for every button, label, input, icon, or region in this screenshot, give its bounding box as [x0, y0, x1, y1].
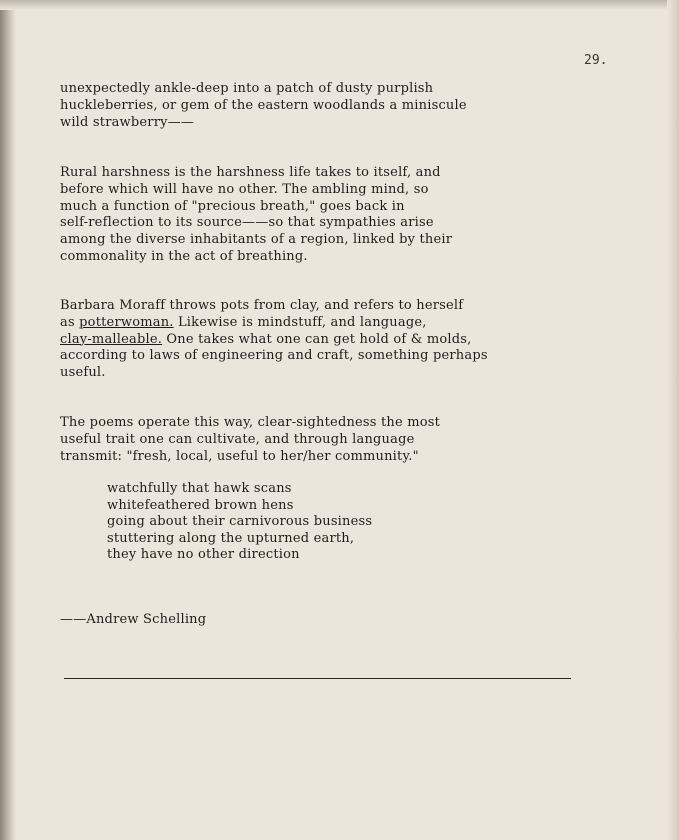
poem-line: whitefeathered brown hens — [107, 497, 294, 513]
text-line: commonality in the act of breathing. — [60, 248, 308, 264]
text-line — [60, 332, 600, 349]
text-line: transmit: "fresh, local, useful to her/her community." — [60, 448, 419, 464]
text-segment: as — [60, 314, 80, 330]
text-line: before which will have no other. The ambling mind, so — [60, 181, 429, 197]
text-line: useful trait one can cultivate, and through language — [60, 431, 415, 447]
poem-excerpt — [107, 481, 372, 564]
poem-line: stuttering along the upturned earth, — [107, 530, 355, 546]
text-line: much a function of "precious breath," goes back in — [60, 198, 405, 214]
horizontal-rule — [64, 678, 571, 679]
paragraph-3 — [60, 298, 600, 382]
paragraph-2 — [60, 165, 600, 266]
text-line: self-reflection to its source——so that sympathies arise — [60, 215, 434, 231]
paragraph-4 — [60, 415, 600, 465]
text-line: according to laws of engineering and craft, something perhaps — [60, 348, 488, 364]
text-segment: Likewise is mindstuff, and language, — [173, 314, 427, 330]
book-spine-shadow — [0, 0, 16, 840]
page-number: 29. — [584, 53, 608, 68]
text-line: among the diverse inhabitants of a region, linked by their — [60, 232, 453, 248]
text-line: useful. — [60, 365, 106, 381]
poem-line: they have no other direction — [107, 547, 300, 563]
text-line: wild strawberry—— — [60, 114, 195, 130]
poem-line: watchfully that hawk scans — [107, 481, 292, 496]
underlined-word: potterwoman. — [79, 314, 174, 330]
text-line: The poems operate this way, clear-sightedness the most — [60, 415, 441, 430]
poem-line: going about their carnivorous business — [107, 514, 373, 530]
underlined-word: clay-malleable. — [60, 331, 163, 347]
text-line: Rural harshness is the harshness life takes to itself, and — [60, 165, 441, 180]
text-segment: One takes what one can get hold of & molds, — [162, 331, 472, 347]
text-line: unexpectedly ankle-deep into a patch of dusty purplish — [60, 81, 434, 96]
text-line — [60, 315, 600, 332]
text-line: huckleberries, or gem of the eastern woodlands a miniscule — [60, 97, 467, 113]
text-line: Barbara Moraff throws pots from clay, and refers to herself — [60, 298, 464, 313]
page-top-edge — [0, 0, 679, 10]
page-right-edge — [667, 0, 679, 840]
author-signature: ——Andrew Schelling — [60, 612, 207, 627]
paragraph-1 — [60, 81, 600, 131]
